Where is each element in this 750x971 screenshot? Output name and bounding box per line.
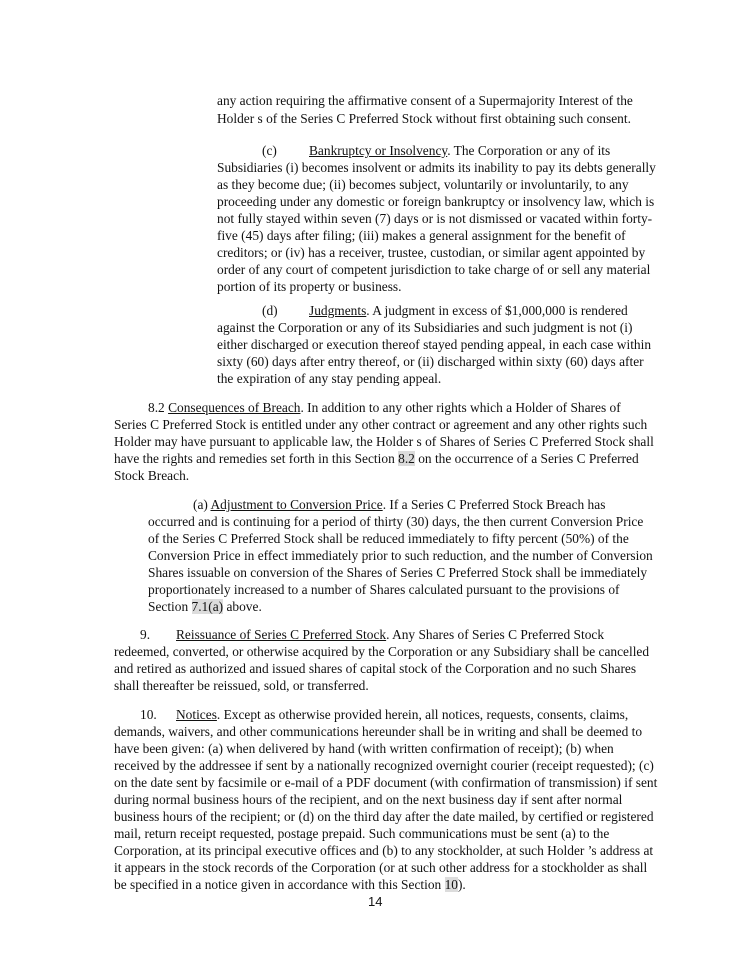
text-line	[114, 808, 654, 825]
text-run: not fully stayed within seven (7) days or is not dismissed or vacated within forty-	[217, 211, 653, 226]
text-line	[148, 513, 643, 530]
text-run: (c)	[262, 143, 277, 158]
text-run: 10.	[140, 707, 157, 722]
section-heading: Notices	[176, 707, 217, 722]
text-line	[114, 859, 647, 876]
text-run: received by the addressee if sent by a nationally recognized overnight courier (receipt requested); (c)	[114, 758, 654, 773]
text-line	[193, 496, 605, 513]
text-run: . The Corporation or any of its	[447, 143, 611, 158]
text-line	[217, 353, 644, 370]
text-line	[140, 626, 150, 643]
text-run: as they become due; (ii) becomes subject, voluntarily or involuntarily, to any	[217, 177, 629, 192]
text-run: . Any Shares of Series C Preferred Stock	[386, 627, 605, 642]
text-line	[309, 302, 628, 319]
text-run: five (45) days after filing; (iii) makes a general assignment for the benefit of	[217, 228, 626, 243]
text-line	[148, 581, 620, 598]
text-line	[262, 142, 277, 159]
text-line	[114, 677, 369, 694]
text-line	[217, 159, 656, 176]
text-run: demands, waivers, and other communications hereunder shall be in writing and shall be deemed to	[114, 724, 643, 739]
text-line	[114, 416, 647, 433]
text-line	[217, 244, 645, 261]
text-line	[217, 227, 626, 244]
text-line	[148, 564, 647, 581]
text-run: be specified in a notice given in accordance with this Section	[114, 877, 445, 892]
text-run: redeemed, converted, or otherwise acquired by the Corporation or any Subsidiary shall be cancelled	[114, 644, 650, 659]
text-line	[217, 319, 632, 336]
text-run: portion of its property or business.	[217, 279, 402, 294]
text-run: (d)	[262, 303, 278, 318]
text-run: proportionately increased to a number of Shares calculated pursuant to the provisions of	[148, 582, 620, 597]
cross-reference: 8.2	[398, 451, 415, 466]
text-run: Holder may have pursuant to applicable law, the Holder s of Shares of Series C Preferred Stock shall	[114, 434, 654, 449]
text-run: the expiration of any stay pending appeal.	[217, 371, 442, 386]
text-line	[114, 876, 466, 893]
text-run: Conversion Price in effect immediately prior to such reduction, and the number of Conversion	[148, 548, 653, 563]
text-run: it appears in the stock records of the Corporation (or at such other address for a stockholder as shall	[114, 860, 648, 875]
text-run: 8.2	[148, 400, 169, 415]
text-line	[114, 467, 189, 484]
text-line	[309, 142, 610, 159]
text-line	[217, 210, 652, 227]
text-line	[217, 193, 654, 210]
text-line	[114, 774, 657, 791]
text-run: and retired as authorized and issued shares of capital stock of the Corporation and no such Shares	[114, 661, 637, 676]
text-line	[217, 261, 650, 278]
text-line	[140, 706, 157, 723]
text-line	[114, 791, 622, 808]
text-run: occurred and is continuing for a period of thirty (30) days, the then current Conversion Price	[148, 514, 644, 529]
text-run: shall thereafter be reissued, sold, or transferred.	[114, 678, 369, 693]
text-run: ).	[457, 877, 466, 892]
text-line	[176, 706, 628, 723]
text-line	[114, 757, 654, 774]
text-run: on the date sent by facsimile or e-mail of a PDF document (with confirmation of transmission) if sent	[114, 775, 658, 790]
text-line	[148, 547, 653, 564]
text-line	[176, 626, 604, 643]
text-run: of the Series C Preferred Stock shall be reduced immediately to fifty percent (50%) of the	[148, 531, 629, 546]
text-run: above.	[223, 599, 262, 614]
text-run: . Except as otherwise provided herein, all notices, requests, consents, claims,	[216, 707, 629, 722]
text-line	[114, 825, 609, 842]
text-run: . A judgment in excess of $1,000,000 is rendered	[366, 303, 628, 318]
text-run: Holder s of the Series C Preferred Stock without first obtaining such consent.	[217, 111, 631, 126]
text-run: either discharged or execution thereof stayed pending appeal, in each case within	[217, 337, 652, 352]
cross-reference: 7.1(a)	[191, 599, 224, 614]
text-run: sixty (60) days after entry thereof, or (ii) discharged within sixty (60) days after	[217, 354, 644, 369]
section-heading: Reissuance of Series C Preferred Stock	[176, 627, 387, 642]
text-line	[114, 723, 642, 740]
text-line	[262, 302, 278, 319]
cross-reference: 10	[444, 877, 458, 892]
text-run: Subsidiaries (i) becomes insolvent or admits its inability to pay its debts generally	[217, 160, 656, 175]
section-heading: Consequences of Breach	[168, 400, 301, 415]
text-line	[114, 450, 639, 467]
text-run: Stock Breach.	[114, 468, 190, 483]
text-line	[114, 643, 649, 660]
section-heading: Bankruptcy or Insolvency	[309, 143, 448, 158]
text-run: have the rights and remedies set forth in this Section	[114, 451, 399, 466]
text-run: . In addition to any other rights which a Holder of Shares of	[300, 400, 621, 415]
text-run: . If a Series C Preferred Stock Breach has	[382, 497, 606, 512]
text-run: proceeding under any domestic or foreign bankruptcy or insolvency law, which is	[217, 194, 655, 209]
text-line	[114, 740, 614, 757]
text-run: creditors; or (iv) has a receiver, trustee, custodian, or similar agent appointed by	[217, 245, 646, 260]
text-line	[114, 433, 654, 450]
text-line	[114, 842, 653, 859]
text-run: during normal business hours of the recipient, and on the next business day if sent after normal	[114, 792, 623, 807]
text-run: 9.	[140, 627, 151, 642]
text-line	[148, 530, 629, 547]
text-run: have been given: (a) when delivered by hand (with written confirmation of receipt); (b) when	[114, 741, 614, 756]
text-run: Corporation, at its principal executive offices and (b) to any stockholder, at such Holder ’s address at	[114, 843, 654, 858]
text-run: Series C Preferred Stock is entitled under any other contract or agreement and any other rights such	[114, 417, 648, 432]
text-run: (a)	[193, 497, 211, 512]
text-line	[148, 598, 262, 615]
text-line	[217, 110, 631, 127]
text-line	[217, 92, 633, 109]
text-run: Shares issuable on conversion of the Shares of Series C Preferred Stock shall be immediately	[148, 565, 648, 580]
text-run: against the Corporation or any of its Subsidiaries and such judgment is not (i)	[217, 320, 633, 335]
section-heading: Judgments	[309, 303, 367, 318]
text-line	[217, 336, 651, 353]
text-line	[217, 278, 401, 295]
text-line	[148, 399, 621, 416]
text-line	[217, 370, 441, 387]
text-line	[114, 660, 636, 677]
text-run: on the occurrence of a Series C Preferred	[414, 451, 639, 466]
text-run: Section	[148, 599, 192, 614]
text-run: business hours of the recipient; or (d) on the third day after the date mailed, by certified or registered	[114, 809, 654, 824]
page-number: 14	[368, 894, 383, 909]
text-line	[217, 176, 629, 193]
text-run: order of any court of competent jurisdiction to take charge of or sell any material	[217, 262, 651, 277]
text-run: any action requiring the affirmative consent of a Supermajority Interest of the	[217, 93, 633, 108]
text-run: mail, return receipt requested, postage prepaid. Such communications must be sent (a) to the	[114, 826, 610, 841]
section-heading: Adjustment to Conversion Price	[210, 497, 383, 512]
